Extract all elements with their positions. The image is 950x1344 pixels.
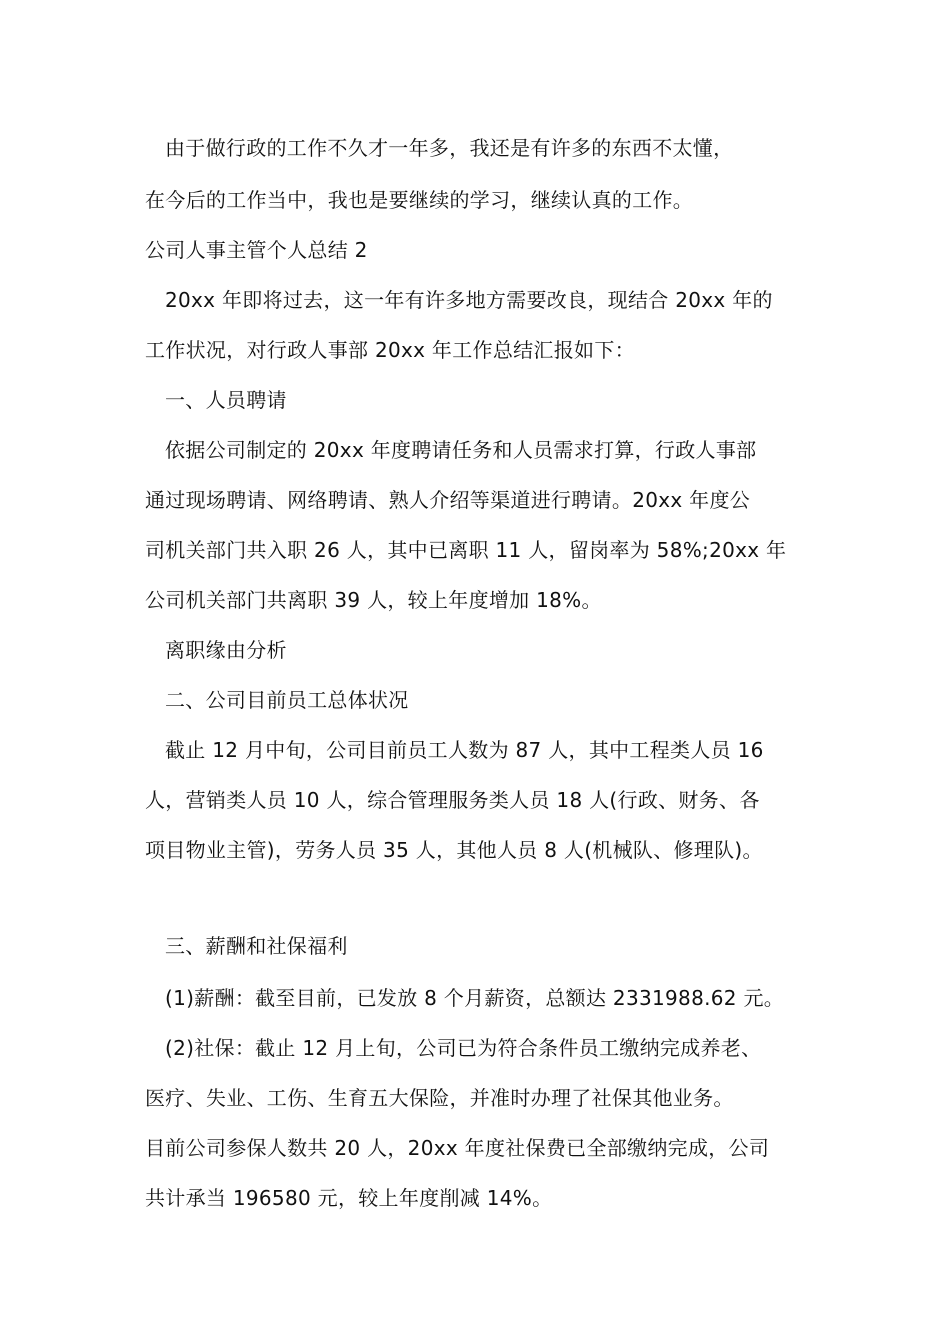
paragraph-line: 通过现场聘请、网络聘请、熟人介绍等渠道进行聘请。20xx 年度公	[145, 488, 751, 512]
paragraph-line: 医疗、失业、工伤、生育五大保险，并准时办理了社保其他业务。	[145, 1086, 734, 1110]
paragraph-line: 司机关部门共入职 26 人，其中已离职 11 人，留岗率为 58%;20xx 年	[145, 538, 787, 562]
section-title: 公司人事主管个人总结 2	[145, 238, 368, 262]
paragraph-line: 截止 12 月中旬，公司目前员工人数为 87 人，其中工程类人员 16	[165, 738, 764, 762]
section-heading: 三、薪酬和社保福利	[165, 934, 348, 958]
paragraph-line: (2)社保：截止 12 月上旬，公司已为符合条件员工缴纳完成养老、	[165, 1036, 762, 1060]
paragraph-line: 人，营销类人员 10 人，综合管理服务类人员 18 人(行政、财务、各	[145, 788, 760, 812]
paragraph-line: 目前公司参保人数共 20 人，20xx 年度社保费已全部缴纳完成，公司	[145, 1136, 770, 1160]
paragraph-line: 工作状况，对行政人事部 20xx 年工作总结汇报如下：	[145, 338, 635, 362]
section-heading: 一、人员聘请	[165, 388, 287, 412]
subheading: 离职缘由分析	[165, 638, 287, 662]
paragraph-line: 20xx 年即将过去，这一年有许多地方需要改良，现结合 20xx 年的	[165, 288, 773, 312]
paragraph-line: 公司机关部门共离职 39 人，较上年度增加 18%。	[145, 588, 602, 612]
paragraph-line: 依据公司制定的 20xx 年度聘请任务和人员需求打算，行政人事部	[165, 438, 757, 462]
section-heading: 二、公司目前员工总体状况	[165, 688, 409, 712]
paragraph-line: 在今后的工作当中，我也是要继续的学习，继续认真的工作。	[145, 188, 694, 212]
paragraph-line: 项目物业主管)，劳务人员 35 人，其他人员 8 人(机械队、修理队)。	[145, 838, 763, 862]
paragraph-line: 共计承当 196580 元，较上年度削减 14%。	[145, 1186, 553, 1210]
paragraph-line: 由于做行政的工作不久才一年多，我还是有许多的东西不太懂，	[165, 136, 734, 160]
paragraph-line: (1)薪酬：截至目前，已发放 8 个月薪资，总额达 2331988.62 元。	[165, 986, 785, 1010]
